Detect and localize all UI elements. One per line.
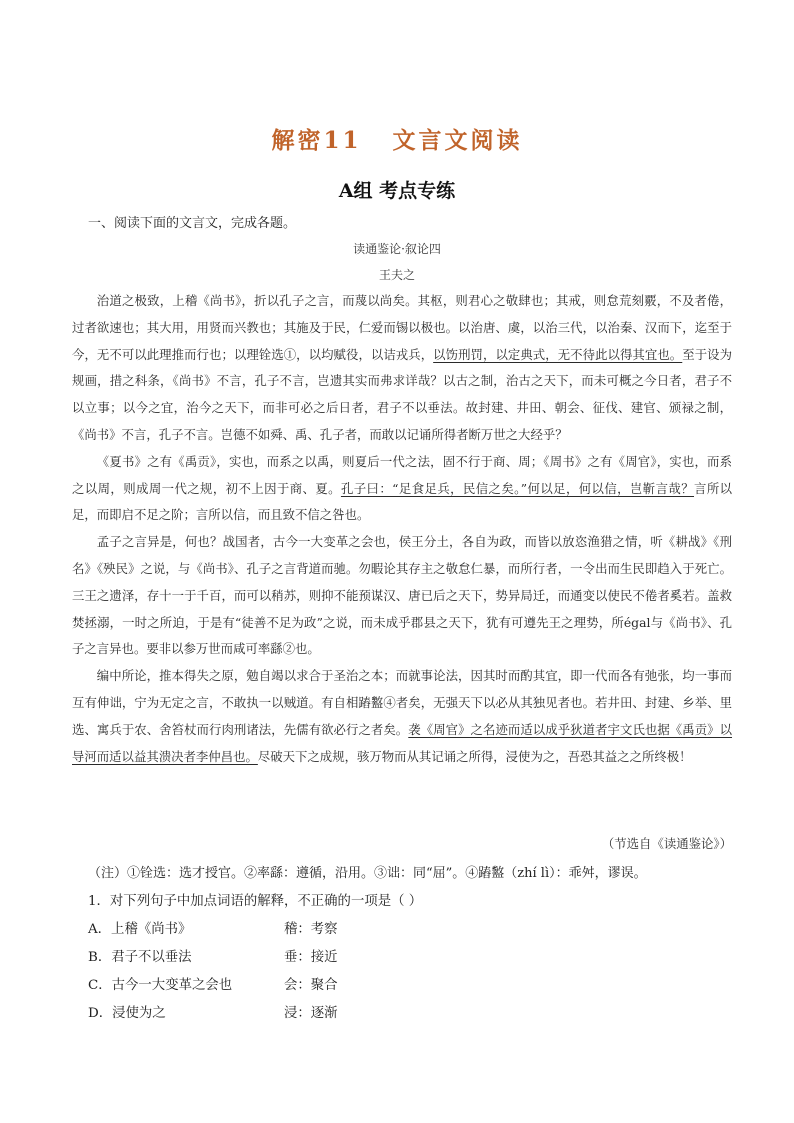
passage-title: 读通鉴论·叙论四 — [353, 242, 441, 256]
passage-body — [72, 288, 732, 770]
title-part2: 文言文阅读 — [392, 127, 523, 154]
underlined-sentence-2: 孔子曰：“足食足兵，民信之矣。”何以足，何以信，岂靳言哉？ — [340, 480, 695, 496]
underlined-sentence-1: 以饬刑罚，以定典式，无不待此以得其宜也。 — [433, 346, 683, 362]
option-b: B．君子不以垂法 垂：接近 — [88, 950, 338, 965]
page-title — [0, 122, 794, 155]
section-heading: A组 考点专练 — [338, 180, 456, 202]
title-part1: 解密11 — [271, 127, 362, 154]
question-1: 1．对下列句子中加点词语的解释，不正确的一项是（ ） — [88, 894, 423, 909]
instruction-text: 一、阅读下面的文言文，完成各题。 — [88, 216, 297, 231]
paragraph-4: 编中所论，推本得失之原，勉自竭以求合于圣治之本；而就事论法，因其时而酌其宜，即一代而各有弛张，均一事而互有伸诎，宁为无定之言，不敢执一以贼道。有自相蹖盭④者矣，无强天下以必从其独见者也。若井田、封建、乡举、里选、寓兵于农、舍笞杖而行肉刑诸法，先儒有欲必行之者矣。袭《周官》之名迹而适以成乎狄道者宇文氏也据《禹贡》以导河而适以益其溃决者李仲昌也。尽破天下之成规，骇万物而从其记诵之所得，浸使为之，吾恐其益之之所终极！ — [72, 668, 733, 764]
underlined-sentence-3: 袭《周官》之名迹而适以成乎狄道者宇文氏也据《禹贡》以导河而适以益其溃决者李仲昌也。 — [72, 721, 733, 764]
option-c: C．古今一大变革之会也 会：聚合 — [88, 978, 338, 993]
option-d: D．浸使为之 浸：逐渐 — [88, 1006, 338, 1021]
paragraph-2: 《夏书》之有《禹贡》，实也，而系之以禹，则夏后一代之法，固不行于商、周；《周书》之有《周官》，实也，而系之以周，则成周一代之规，初不上因于商、夏。孔子曰：“足食足兵，民信之矣。”何以足，何以信，岂靳言哉？言所以足，而即启不足之阶；言所以信，而且致不信之咎也。 — [72, 453, 733, 523]
paragraph-1: 治道之极致，上稽《尚书》，折以孔子之言，而蔑以尚矣。其枢，则君心之敬肆也；其戒，则怠荒刻覈，不及者倦，过者欲速也；其大用，用贤而兴教也；其施及于民，仁爱而锡以极也。以治唐、虞，以治三代，以治秦、汉而下，迄至于今，无不可以此理推而行也；以理铨选①，以均赋役，以诘戎兵，以饬刑罚，以定典式，无不待此以得其宜也。至于设为规画，措之科条，《尚书》不言，孔子不言，岂遗其实而弗求详哉？以古之制，治古之天下，而未可概之今日者，君子不以立事；以今之宜，治今之天下，而非可必之后日者，君子不以垂法。故封建、井田、朝会、征伐、建官、颁禄之制，《尚书》不言，孔子不言。岂德不如舜、禹、孔子者，而敢以记诵所得者断万世之大经乎？ — [72, 293, 733, 442]
option-a: A．上稽《尚书》 稽：考察 — [88, 922, 338, 937]
paragraph-3: 孟子之言异是，何也？战国者，古今一大变革之会也，侯王分土，各自为政，而皆以放恣渔猎之情，听《耕战》《刑名》《殃民》之说，与《尚书》、孔子之言背道而驰。勿暇论其存主之敬怠仁暴，而所行者，一令出而生民即趋入于死亡。三王之遗泽，存十一于千百，而可以稍苏，则抑不能预谋汉、唐已后之天下，势异局迁，而通变以使民不倦者奚若。盖救焚拯溺，一时之所迫，于是有“徒善不足为政”之说，而未成乎郡县之天下，犹有可遵先王之理势，所égal与《尚书》、孔子之言异也。要非以参万世而咸可率繇②也。 — [72, 534, 732, 657]
passage-source: （节选自《读通鉴论》） — [601, 836, 732, 851]
annotation-note: （注）①铨选：选才授官。②率繇：遵循，沿用。③诎：同“屈”。④蹖盭（zhí lì）：乖舛，谬误。 — [88, 866, 647, 881]
passage-author: 王夫之 — [378, 268, 415, 282]
